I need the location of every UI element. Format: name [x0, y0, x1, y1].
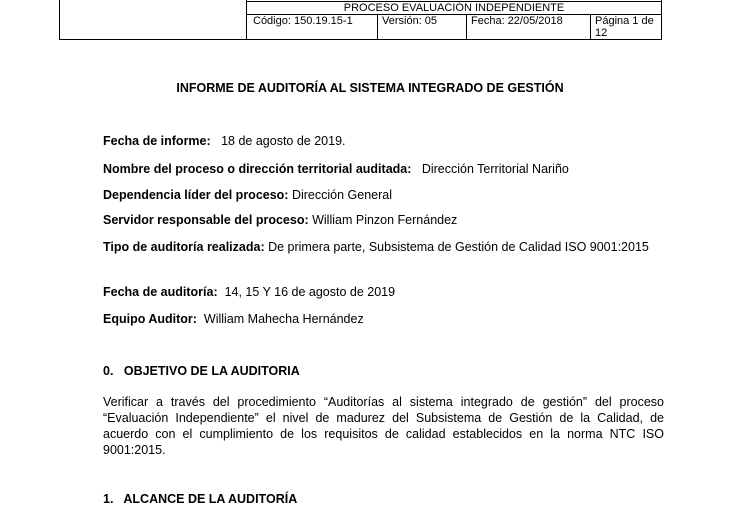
header-version: Versión: 05 — [378, 15, 467, 40]
field-equipo-auditor — [103, 311, 663, 327]
field-label: Fecha de informe: — [103, 134, 211, 148]
field-label: Fecha de auditoría: — [103, 285, 218, 299]
field-value: Dirección Territorial Nariño — [421, 162, 569, 176]
field-value: William Mahecha Hernández — [203, 312, 364, 326]
document-header-table — [59, 0, 662, 40]
field-nombre-proceso — [103, 161, 663, 177]
field-label: Nombre del proceso o dirección territorial auditada: — [103, 162, 412, 176]
field-value: De primera parte, Subsistema de Gestión de Calidad ISO 9001:2015 — [268, 240, 649, 254]
section-body-objetivo: Verificar a través del procedimiento “Auditorías al sistema integrado de gestión” del proceso “Evaluación Independiente” el nivel de madurez del Subsistema de Gestión de la Calidad, de acuerdo con el cumplimiento de los requisitos de calidad establecidos en la norma NTC ISO 9001:2015. — [103, 395, 664, 457]
field-label: Dependencia líder del proceso: — [103, 188, 289, 202]
field-value: William Pinzon Fernández — [312, 213, 458, 227]
field-label: Servidor responsable del proceso: — [103, 213, 309, 227]
field-dependencia — [103, 187, 663, 203]
header-code: Código: 150.19.15-1 — [247, 15, 378, 40]
report-title: INFORME DE AUDITORÍA AL SISTEMA INTEGRADO DE GESTIÓN — [176, 81, 564, 95]
section-heading-alcance: 1. ALCANCE DE LA AUDITORÍA — [103, 492, 298, 506]
section-heading-objetivo: 0. OBJETIVO DE LA AUDITORIA — [103, 364, 300, 378]
field-servidor — [103, 212, 663, 228]
field-value: Dirección General — [291, 188, 392, 202]
header-process-title: PROCESO EVALUACIÓN INDEPENDIENTE — [247, 2, 662, 15]
field-value: 14, 15 Y 16 de agosto de 2019 — [224, 285, 396, 299]
header-page-number: Página 1 de 12 — [591, 15, 662, 40]
field-value: 18 de agosto de 2019. — [221, 134, 346, 148]
field-fecha-auditoria — [103, 284, 663, 300]
header-date: Fecha: 22/05/2018 — [467, 15, 591, 40]
field-tipo-auditoria — [103, 239, 663, 255]
logo-cell — [60, 0, 247, 40]
field-label: Tipo de auditoría realizada: — [103, 240, 265, 254]
field-fecha-informe — [103, 133, 663, 149]
field-label: Equipo Auditor: — [103, 312, 197, 326]
